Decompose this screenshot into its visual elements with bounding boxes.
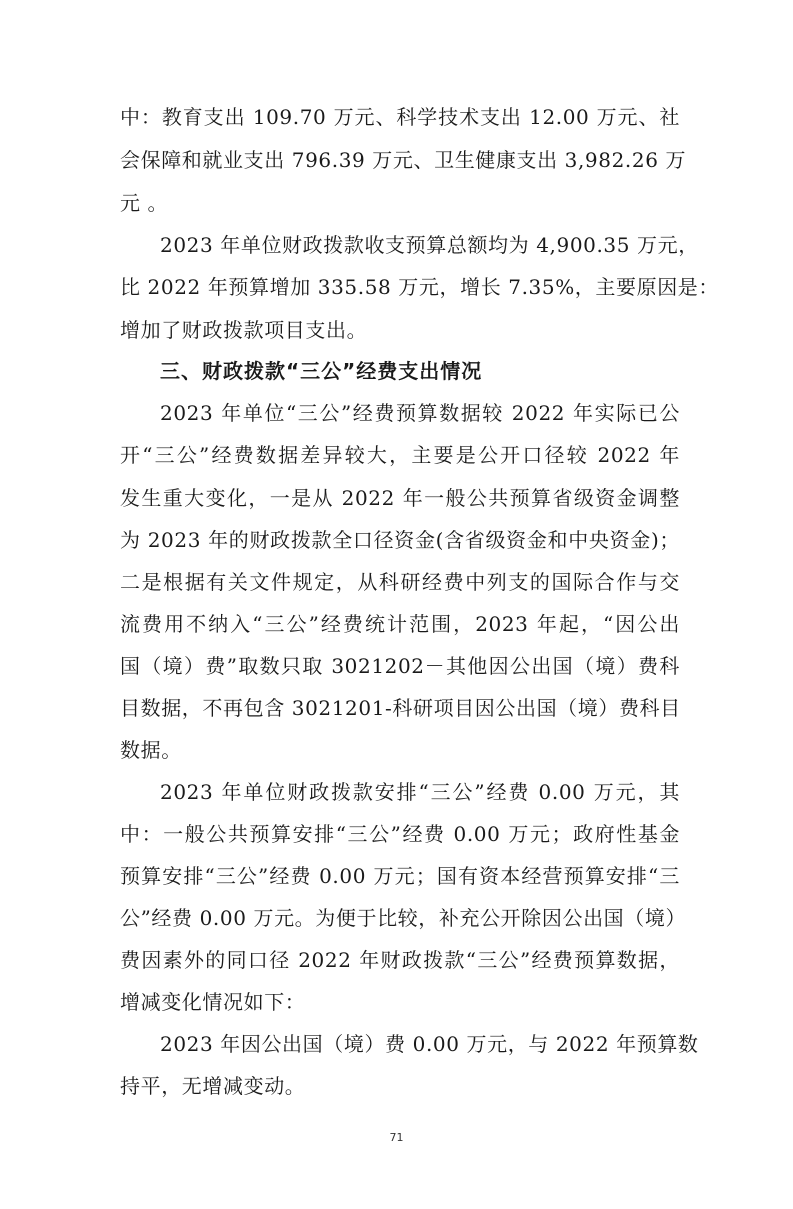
paragraph-line: 持平，无增减变动。: [120, 1074, 306, 1098]
paragraph-line: 为 2023 年的财政拨款全口径资金(含省级资金和中央资金)；: [120, 528, 680, 552]
page-number: 71: [389, 1131, 404, 1144]
paragraph-line: 目数据，不再包含 3021201-科研项目因公出国（境）费科目: [120, 696, 681, 720]
paragraph-line: 公”经费 0.00 万元。为便于比较，补充公开除因公出国（境）: [120, 906, 687, 930]
paragraph-line: 元 。: [120, 191, 169, 215]
paragraph-line: 预算安排“三公”经费 0.00 万元；国有资本经营预算安排“三: [120, 864, 680, 888]
paragraph-line: 数据。: [120, 738, 182, 762]
paragraph-line: 中：教育支出 109.70 万元、科学技术支出 12.00 万元、社: [120, 105, 680, 129]
paragraph-line: 发生重大变化，一是从 2022 年一般公共预算省级资金调整: [120, 486, 680, 510]
paragraph-line: 二是根据有关文件规定，从科研经费中列支的国际合作与交: [120, 570, 680, 594]
paragraph-line: 2023 年单位财政拨款安排“三公”经费 0.00 万元，其: [160, 780, 680, 804]
paragraph-line: 国（境）费”取数只取 3021202－其他因公出国（境）费科: [120, 654, 680, 678]
paragraph-line: 流费用不纳入“三公”经费统计范围，2023 年起，“因公出: [120, 612, 680, 636]
paragraph-line: 2023 年单位财政拨款收支预算总额均为 4,900.35 万元，: [160, 233, 699, 257]
section-heading: 三、财政拨款“三公”经费支出情况: [160, 359, 483, 383]
paragraph-line: 中：一般公共预算安排“三公”经费 0.00 万元；政府性基金: [120, 822, 680, 846]
paragraph-line: 2023 年因公出国（境）费 0.00 万元，与 2022 年预算数: [160, 1032, 699, 1056]
paragraph-line: 费因素外的同口径 2022 年财政拨款“三公”经费预算数据，: [120, 948, 680, 972]
paragraph-line: 会保障和就业支出 796.39 万元、卫生健康支出 3,982.26 万: [120, 148, 687, 172]
paragraph-line: 比 2022 年预算增加 335.58 万元，增长 7.35%，主要原因是：: [120, 275, 720, 299]
paragraph-line: 增加了财政拨款项目支出。: [120, 318, 368, 342]
paragraph-line: 2023 年单位“三公”经费预算数据较 2022 年实际已公: [160, 401, 680, 425]
paragraph-line: 增减变化情况如下：: [120, 990, 306, 1014]
paragraph-line: 开“三公”经费数据差异较大，主要是公开口径较 2022 年: [120, 443, 680, 467]
